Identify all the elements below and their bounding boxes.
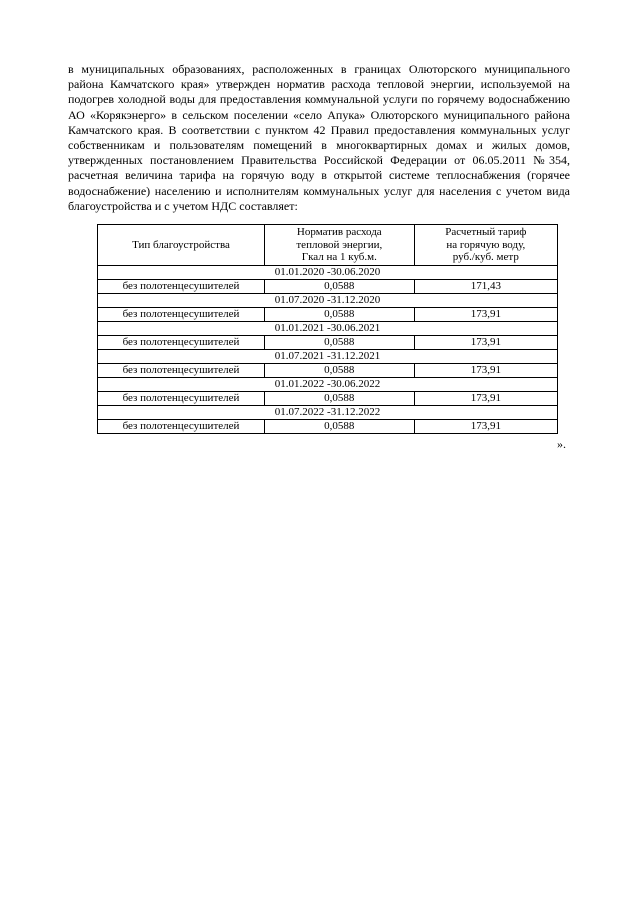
header-norm-line: Гкал на 1 куб.м. xyxy=(301,251,377,264)
tariff-cell: 173,91 xyxy=(414,308,557,322)
closing-quote-mark: ». xyxy=(557,437,566,451)
type-cell: без полотенцесушителей xyxy=(98,364,265,378)
type-cell: без полотенцесушителей xyxy=(98,336,265,350)
period-cell: 01.01.2021 -30.06.2021 xyxy=(98,322,558,336)
header-tariff-line: руб./куб. метр xyxy=(452,251,519,264)
table-row xyxy=(98,280,558,294)
tariff-cell: 171,43 xyxy=(414,280,557,294)
body-paragraph xyxy=(68,62,570,214)
table-row xyxy=(98,420,558,434)
period-row xyxy=(98,350,558,364)
type-cell: без полотенцесушителей xyxy=(98,392,265,406)
norm-cell: 0,0588 xyxy=(264,308,414,322)
header-tariff xyxy=(414,225,557,266)
header-tariff-line: Расчетный тариф xyxy=(445,226,527,239)
period-cell: 01.01.2022 -30.06.2022 xyxy=(98,378,558,392)
period-row xyxy=(98,378,558,392)
tariff-cell: 173,91 xyxy=(414,336,557,350)
paragraph-line: Камчатского края. В соответствии с пунктом 42 Правил предоставления коммунальных услуг xyxy=(68,122,570,137)
paragraph-line: водоснабжение) населению и исполнителям коммунальных услуг для населения с учетом вида xyxy=(68,183,570,198)
tariff-table xyxy=(97,224,558,434)
period-row xyxy=(98,266,558,280)
paragraph-line: в муниципальных образованиях, расположенных в границах Олюторского муниципального xyxy=(68,62,570,76)
tariff-cell: 173,91 xyxy=(414,392,557,406)
table-row xyxy=(98,392,558,406)
paragraph-line: утвержденных постановлением Правительства Российской Федерации от 06.05.2011 №354, xyxy=(68,153,570,168)
period-cell: 01.07.2021 -31.12.2021 xyxy=(98,350,558,364)
header-norm-line: Норматив расхода xyxy=(296,226,382,239)
norm-cell: 0,0588 xyxy=(264,280,414,294)
period-cell: 01.01.2020 -30.06.2020 xyxy=(98,266,558,280)
norm-cell: 0,0588 xyxy=(264,336,414,350)
type-cell: без полотенцесушителей xyxy=(98,280,265,294)
norm-cell: 0,0588 xyxy=(264,364,414,378)
period-row xyxy=(98,294,558,308)
period-row xyxy=(98,406,558,420)
tariff-cell: 173,91 xyxy=(414,364,557,378)
period-row xyxy=(98,322,558,336)
norm-cell: 0,0588 xyxy=(264,420,414,434)
table-row xyxy=(98,364,558,378)
norm-cell: 0,0588 xyxy=(264,392,414,406)
table-row xyxy=(98,308,558,322)
paragraph-line: АО «Корякэнерго» в сельском поселении «село Апука» Олюторского муниципального района xyxy=(68,107,570,122)
paragraph-line: района Камчатского края» утвержден норматив расхода тепловой энергии, используемой на xyxy=(68,77,570,92)
paragraph-line: благоустройства и с учетом НДС составляет: xyxy=(68,198,298,213)
header-norm xyxy=(264,225,414,266)
type-cell: без полотенцесушителей xyxy=(98,308,265,322)
paragraph-line: расчетная величина тарифа на горячую воду в открытой системе теплоснабжения (горячее xyxy=(68,168,570,183)
table-row xyxy=(98,336,558,350)
paragraph-line: собственникам и пользователям помещений в многоквартирных домах и жилых домов, xyxy=(68,137,570,152)
type-cell: без полотенцесушителей xyxy=(98,420,265,434)
paragraph-line: подогрев холодной воды для предоставления коммунальной услуги по горячему водоснабжению xyxy=(68,92,570,107)
header-type: Тип благоустройства xyxy=(98,225,265,266)
header-tariff-line: на горячую воду, xyxy=(446,238,526,251)
period-cell: 01.07.2022 -31.12.2022 xyxy=(98,406,558,420)
tariff-cell: 173,91 xyxy=(414,420,557,434)
table-header-row xyxy=(98,225,558,266)
period-cell: 01.07.2020 -31.12.2020 xyxy=(98,294,558,308)
header-norm-line: тепловой энергии, xyxy=(296,238,383,251)
